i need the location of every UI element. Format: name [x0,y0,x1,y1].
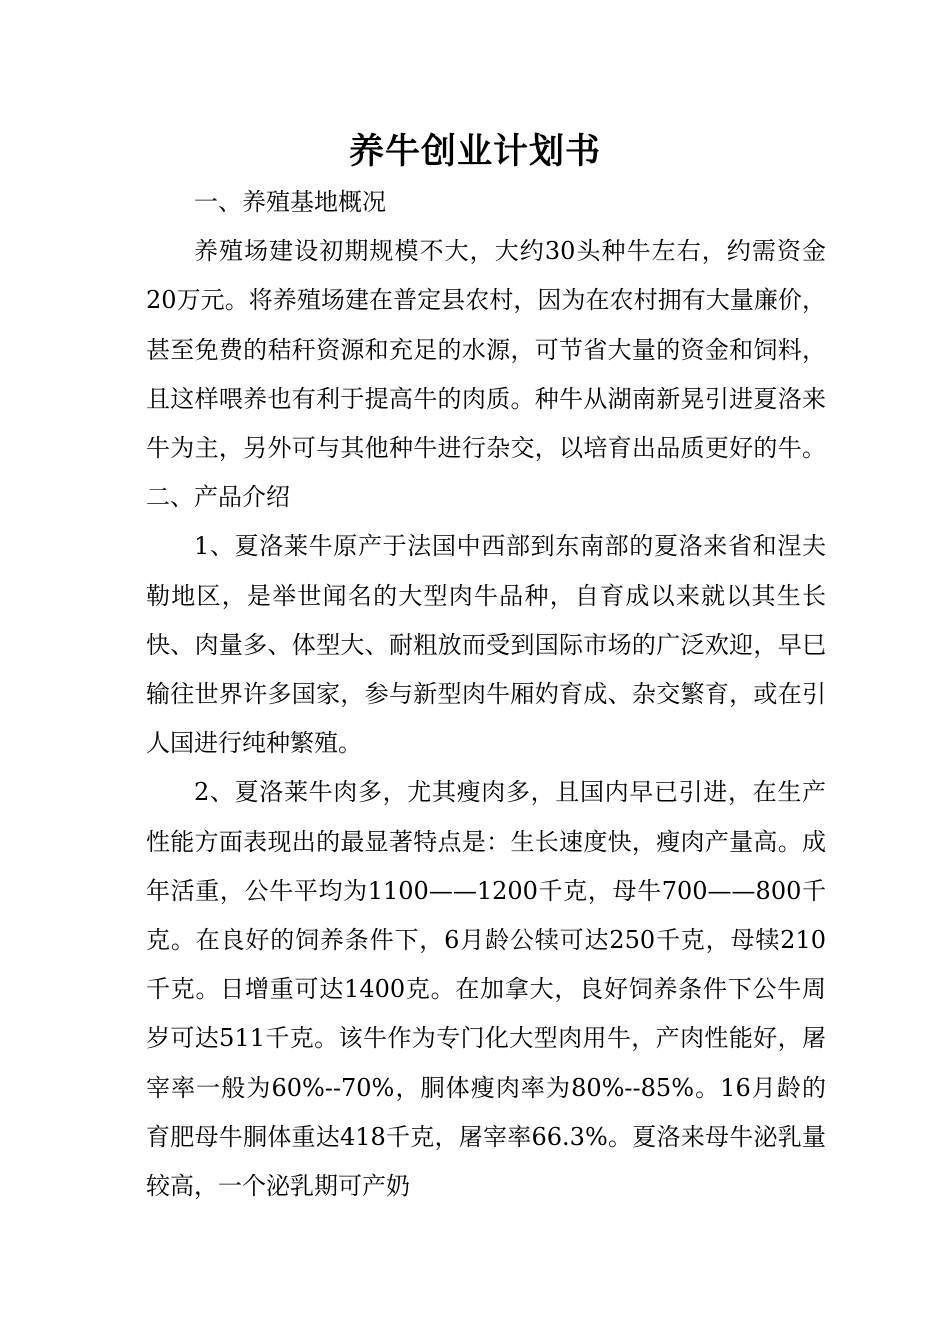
document-title: 养牛创业计划书 [348,131,601,172]
section-heading-base-overview: 一、养殖基地概况 [194,188,386,216]
document-body [146,178,826,1211]
paragraph-base-overview: 养殖场建设初期规模不大，大约30头种牛左右，约需资金20万元。将养殖场建在普定县农村，因为在农村拥有大量廉价，甚至免费的秸秆资源和充足的水源，可节省大量的资金和饲料，且这样喂养也有利于提高牛的肉质。种牛从湖南新晃引进夏洛来牛为主，另外可与其他种牛进行杂交，以培育出品质更好的牛。二、产品介绍 [146,237,826,512]
paragraph-product-2: 2、夏洛莱牛肉多，尤其瘦肉多，且国内早已引进，在生产性能方面表现出的最显著特点是：生长速度快，瘦肉产量高。成年活重，公牛平均为1100——1200千克，母牛700——800千克。在良好的饲养条件下，6月龄公犊可达250千克，母犊210千克。日增重可达1400克。在加拿大，良好饲养条件下公牛周岁可达511千克。该牛作为专门化大型肉用牛，产肉性能好，屠宰率一般为60%--70%，胴体瘦肉率为80%--85%。16月龄的育肥母牛胴体重达418千克，屠宰率66.3%。夏洛来母牛泌乳量较高，一个泌乳期可产奶 [146,778,826,1201]
paragraph-product-1: 1、夏洛莱牛原产于法国中西部到东南部的夏洛来省和涅夫勒地区，是举世闻名的大型肉牛品种，自育成以来就以其生长快、肉量多、体型大、耐粗放而受到国际市场的广泛欢迎，早巳输往世界许多国家，参与新型肉牛厢妁育成、杂交繁育，或在引人国进行纯种繁殖。 [146,532,826,758]
